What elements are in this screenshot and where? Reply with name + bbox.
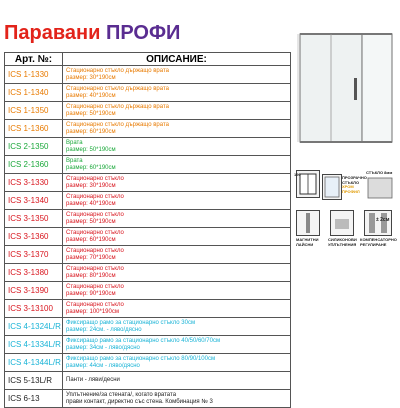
description-line: Стационарно стъкло — [66, 247, 124, 254]
sealing-label — [328, 238, 357, 247]
silicone-seal-icon — [330, 210, 354, 236]
article-description — [63, 282, 291, 300]
article-code: ICS 3-13100 — [5, 300, 63, 318]
article-description — [63, 84, 291, 102]
article-code: ICS 4-1334L/R — [5, 336, 63, 354]
article-description — [63, 66, 291, 84]
table-row — [5, 156, 291, 174]
article-code: ICS 3-1330 — [5, 174, 63, 192]
magnetic-label-1: МАГНИТНИ — [296, 237, 319, 242]
description-line: Стационарно стъкло — [66, 193, 124, 200]
article-code: ICS 3-1390 — [5, 282, 63, 300]
article-code: ICS 1-1350 — [5, 102, 63, 120]
article-description — [63, 138, 291, 156]
table-header-row — [5, 53, 291, 66]
table-row — [5, 192, 291, 210]
table-row — [5, 318, 291, 336]
features-panel — [296, 170, 396, 280]
article-description — [63, 228, 291, 246]
description-line: размер: 80*190см — [66, 272, 116, 279]
description-line: Стационарно стъкло — [66, 283, 124, 290]
description-line: размер: 50*190см — [66, 218, 116, 225]
article-description — [63, 336, 291, 354]
table-row — [5, 66, 291, 84]
chrome-label-1: ХРОМ — [342, 184, 354, 190]
transparent-glass-icon — [322, 174, 342, 200]
description-line: размер: 44см - ляво/дясно — [66, 362, 140, 369]
height-value: 190 — [294, 172, 301, 177]
description-line: Стационарно стъкло държащо врата — [66, 85, 169, 92]
article-description — [63, 264, 291, 282]
description-line: размер: 60*190см — [66, 164, 116, 171]
glass-thickness-label: СТЪКЛО 8мм — [366, 170, 393, 175]
article-code: ICS 3-1350 — [5, 210, 63, 228]
description-line: размер: 30*190см — [66, 182, 116, 189]
table-row — [5, 84, 291, 102]
adjust-label-2: РЕГУЛИРАНЕ — [360, 241, 387, 247]
description-line: Уплътнение/за стената/, когато вратата — [66, 391, 177, 398]
table-row — [5, 102, 291, 120]
article-code: ICS 3-1370 — [5, 246, 63, 264]
page-title — [4, 22, 254, 44]
title-word-1: Паравани — [4, 22, 101, 44]
description-line: Стационарно стъкло — [66, 175, 124, 182]
description-line: размер: 70*190см — [66, 254, 116, 261]
magnetic-label-2: ЛАЙСНИ — [296, 241, 314, 247]
header-code: Арт. №: — [5, 53, 63, 66]
article-code: ICS 2-1350 — [5, 138, 63, 156]
article-code: ICS 1-1330 — [5, 66, 63, 84]
header-description: ОПИСАНИЕ: — [63, 53, 291, 66]
description-line: Фиксиращо рамо за стационарно стъкло 40/50/60/70см — [66, 337, 221, 344]
description-line: Стационарно стъкло — [66, 229, 124, 236]
article-code: ICS 1-1340 — [5, 84, 63, 102]
description-line: прави контакт, директно със стена. Комбинация № 3 — [66, 398, 213, 405]
adjust-label — [360, 238, 397, 247]
shower-screen-illustration — [296, 30, 396, 146]
magnetic-label — [296, 238, 318, 247]
transparent-label — [342, 176, 367, 194]
description-line: размер: 90*190см — [66, 290, 116, 297]
article-code: ICS 3-1380 — [5, 264, 63, 282]
description-line: размер: 60*190см — [66, 128, 116, 135]
description-line: размер: 30*190см — [66, 74, 116, 81]
table-row — [5, 138, 291, 156]
description-line: Стационарно стъкло — [66, 301, 124, 308]
article-code: ICS 4-1324L/R — [5, 318, 63, 336]
adjust-value: ± 2см — [376, 217, 390, 223]
article-description — [63, 174, 291, 192]
description-line: размер: 40*190см — [66, 92, 116, 99]
article-description — [63, 390, 291, 408]
article-description — [63, 102, 291, 120]
table-row — [5, 282, 291, 300]
product-table — [4, 52, 291, 408]
description-line: размер: 34см - ляво/дясно — [66, 344, 140, 351]
description-line: размер: 24см. - ляво/дясно — [66, 326, 142, 333]
table-row — [5, 174, 291, 192]
adjust-label-1: КОМПЕНСАТОРНО — [360, 237, 397, 242]
article-code: ICS 5-13L/R — [5, 372, 63, 390]
description-line: Стационарно стъкло държащо врата — [66, 103, 169, 110]
article-description — [63, 318, 291, 336]
description-line: Фиксиращо рамо за стационарно стъкло 80/90/100см — [66, 355, 216, 362]
description-line: Стационарно стъкло — [66, 265, 124, 272]
article-description — [63, 300, 291, 318]
sealing-label-1: СИЛИКОНОВИ — [328, 237, 357, 242]
article-description — [63, 156, 291, 174]
description-line: Стационарно стъкло държащо врата — [66, 121, 169, 128]
title-word-2: ПРОФИ — [105, 22, 181, 44]
article-code: ICS 4-1344L/R — [5, 354, 63, 372]
article-description — [63, 372, 291, 390]
article-code: ICS 2-1360 — [5, 156, 63, 174]
article-description — [63, 192, 291, 210]
description-line: размер: 100*190см — [66, 308, 119, 315]
article-description — [63, 246, 291, 264]
transparent-label-2: СТЪКЛО — [342, 179, 360, 185]
magnetic-strip-icon — [296, 210, 320, 236]
table-row — [5, 300, 291, 318]
article-code: ICS 1-1360 — [5, 120, 63, 138]
table-row — [5, 354, 291, 372]
table-row — [5, 228, 291, 246]
description-line: размер: 60*190см — [66, 236, 116, 243]
description-line: Врата — [66, 157, 83, 164]
article-code: ICS 6-13 — [5, 390, 63, 408]
table-row — [5, 390, 291, 408]
description-line: размер: 50*190см — [66, 110, 116, 117]
description-line: размер: 40*190см — [66, 200, 116, 207]
table-row — [5, 210, 291, 228]
description-line: Панти - ляви/десни — [66, 377, 120, 383]
table-row — [5, 246, 291, 264]
table-row — [5, 120, 291, 138]
article-description — [63, 210, 291, 228]
table-row — [5, 372, 291, 390]
article-code: ICS 3-1340 — [5, 192, 63, 210]
table-row — [5, 336, 291, 354]
table-row — [5, 264, 291, 282]
description-line: Врата — [66, 139, 83, 146]
description-line: Стационарно стъкло държащо врата — [66, 67, 169, 74]
adjustment-icon — [364, 210, 392, 236]
transparent-label-1: ПРОЗРАЧНО — [342, 175, 367, 180]
chrome-label-2: ПРОФИЛ — [342, 188, 360, 194]
article-code: ICS 3-1360 — [5, 228, 63, 246]
article-description — [63, 120, 291, 138]
description-line: Стационарно стъкло — [66, 211, 124, 218]
sealing-label-2: УПЛЪТНЕНИЯ — [328, 241, 357, 247]
article-description — [63, 354, 291, 372]
description-line: размер: 50*190см — [66, 146, 116, 153]
description-line: Фиксиращо рамо за стационарно стъкло 30см — [66, 319, 196, 326]
